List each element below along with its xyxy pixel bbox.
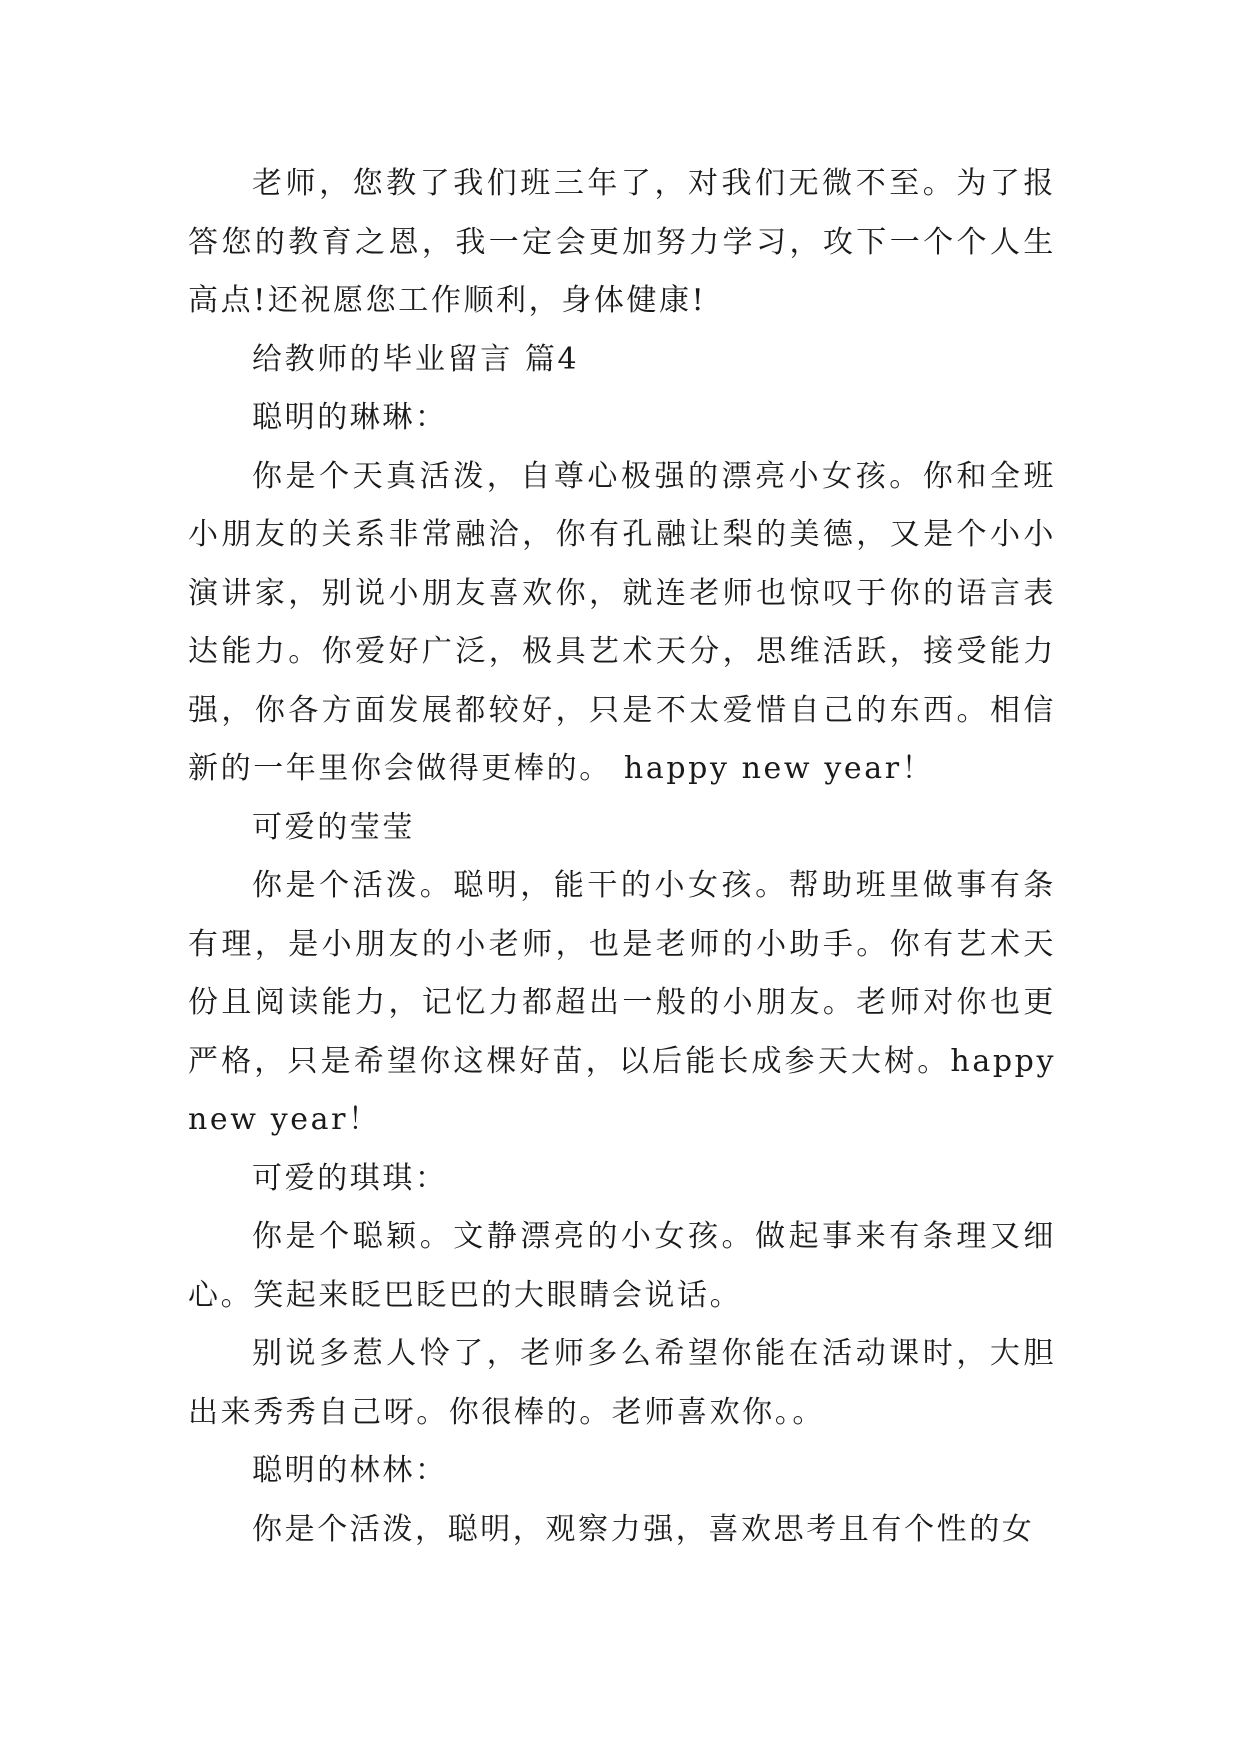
paragraph-qiqi-1: 你是个聪颖。文静漂亮的小女孩。做起事来有条理又细心。笑起来眨巴眨巴的大眼睛会说话。	[188, 1219, 1056, 1313]
document-page	[188, 155, 1056, 1559]
paragraph-qiqi-2: 别说多惹人怜了，老师多么希望你能在活动课时，大胆出来秀秀自己呀。你很棒的。老师喜欢你。。	[188, 1336, 1056, 1430]
paragraph-yingying: 你是个活泼。聪明，能干的小女孩。帮助班里做事有条有理，是小朋友的小老师，也是老师的小助手。你有艺术天份且阅读能力，记忆力都超出一般的小朋友。老师对你也更严格，只是希望你这棵好苗，以后能长成参天大树。happy new year！	[188, 868, 1056, 1137]
section-heading: 给教师的毕业留言 篇4	[252, 341, 580, 377]
salutation-linlin-2: 聪明的林林：	[252, 1453, 448, 1488]
paragraph-linlin-2: 你是个活泼，聪明，观察力强，喜欢思考且有个性的女	[252, 1511, 1035, 1547]
salutation-qiqi: 可爱的琪琪：	[252, 1160, 448, 1196]
paragraph-linlin: 你是个天真活泼，自尊心极强的漂亮小女孩。你和全班小朋友的关系非常融洽，你有孔融让梨的美德，又是个小小演讲家，别说小朋友喜欢你，就连老师也惊叹于你的语言表达能力。你爱好广泛，极具艺术天分，思维活跃，接受能力强，你各方面发展都较好，只是不太爱惜自己的东西。相信新的一年里你会做得更棒的。 happy new year！	[188, 458, 1056, 786]
paragraph-teacher-thanks: 老师，您教了我们班三年了，对我们无微不至。为了报答您的教育之恩，我一定会更加努力学习，攻下一个个人生高点!还祝愿您工作顺利，身体健康!	[188, 166, 1056, 318]
salutation-yingying: 可爱的莹莹	[252, 809, 415, 845]
salutation-linlin: 聪明的琳琳：	[252, 400, 448, 435]
